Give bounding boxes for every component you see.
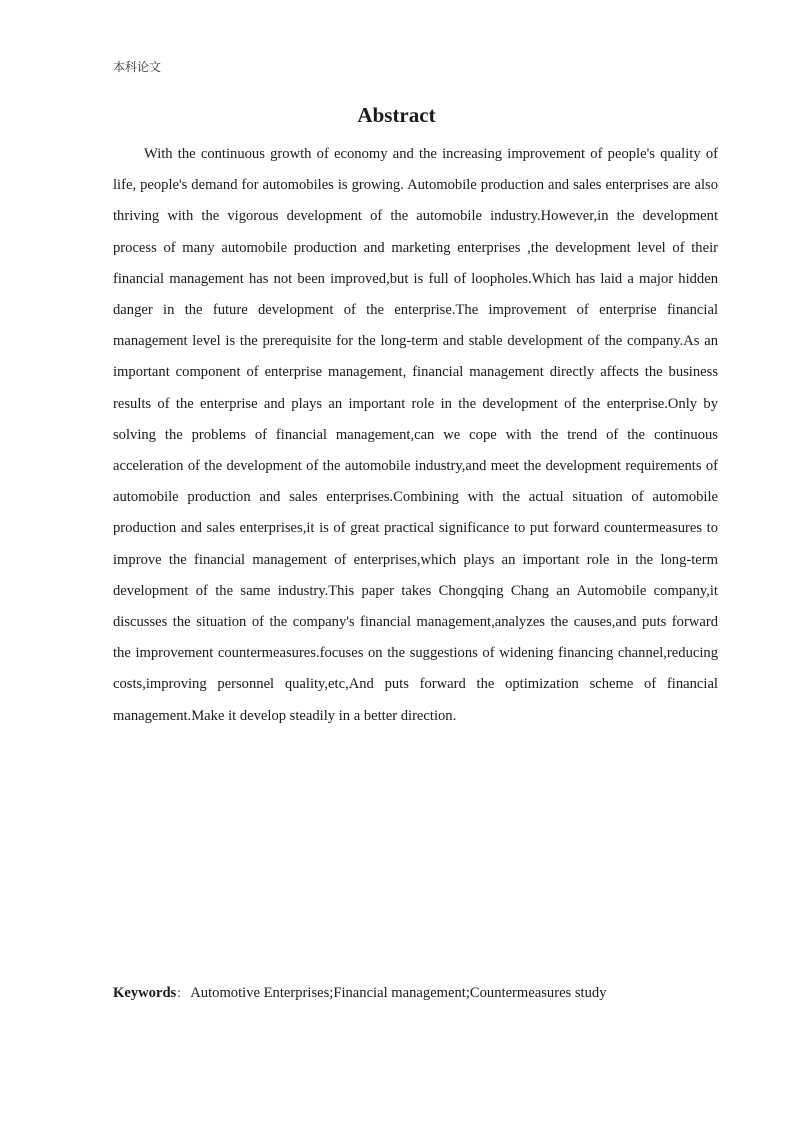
keywords-label: Keywords [113,985,177,1001]
abstract-body: With the continuous growth of economy and the increasing improvement of people's quality of life, people's demand for automobiles is growing. Automobile production and sales enterprises are also thriving with the vigorous development of the automobile industry.However,in the development process of many automobile production and marketing enterprises ,the development level of their financial management has not been improved,but is full of loopholes.Which has laid a major hidden danger in the future development of the enterprise.The improvement of enterprise financial management level is the prerequisite for the long-term and stable development of the company.As an important component of enterprise management, financial management directly affects the business results of the enterprise and plays an important role in the development of the enterprise.Only by solving the problems of financial management,can we cope with the trend of the continuous acceleration of the development of the automobile industry,and meet the development requirements of automobile production and sales enterprises.Combining with the actual situation of automobile production and sales enterprises,it is of great practical significance to put forward countermeasures to improve the financial management of enterprises,which plays an important role in the long-term development of the same industry.This paper takes Chongqing Chang an Automobile company,it discusses the situation of the company's financial management,analyzes the causes,and puts forward the improvement countermeasures.focuses on the suggestions of widening financing channel,reducing costs,improving personnel quality,etc,And puts forward the optimization scheme of financial management.Make it develop steadily in a better direction. [113,146,718,724]
abstract-title: Abstract [357,103,436,127]
running-header: 本科论文 [113,60,162,74]
keywords-value: Automotive Enterprises;Financial management;Countermeasures study [190,985,607,1001]
keywords-separator: ： [176,986,189,1000]
keywords-line [113,984,607,1002]
